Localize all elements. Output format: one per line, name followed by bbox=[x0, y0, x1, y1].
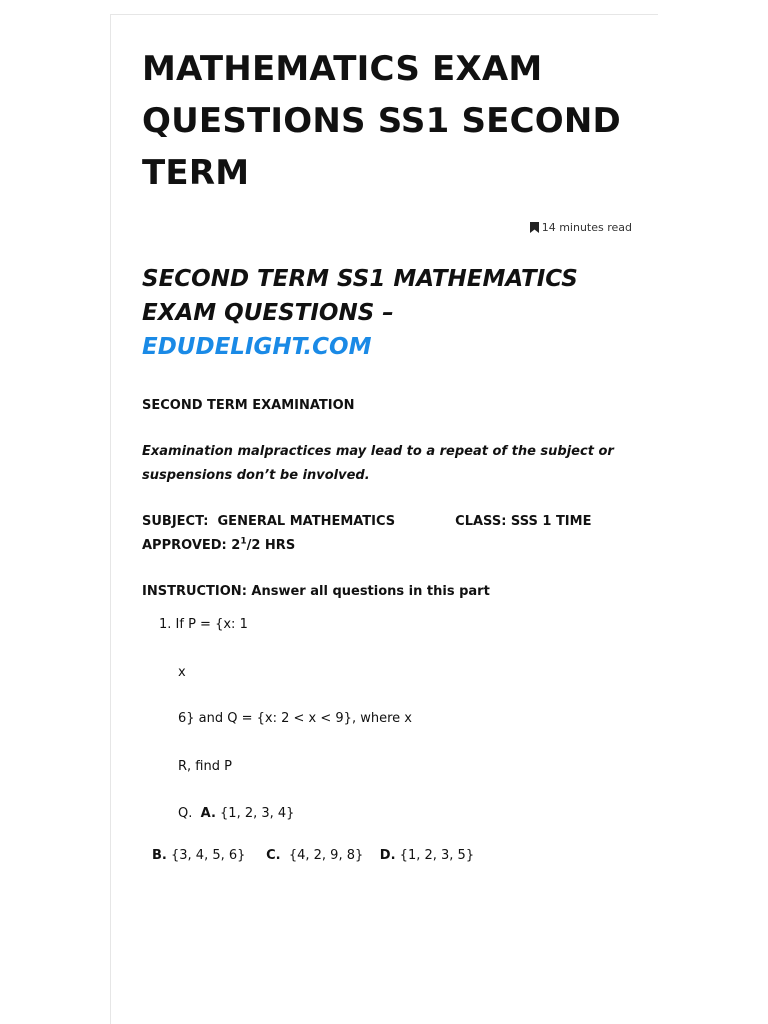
question-1-line-4: R, find P bbox=[178, 759, 232, 774]
option-c-label: C. bbox=[266, 848, 281, 863]
question-1-line-2: x bbox=[178, 665, 186, 680]
subject-value: GENERAL MATHEMATICS bbox=[217, 514, 396, 529]
article-subtitle bbox=[142, 262, 632, 364]
exam-heading: SECOND TERM EXAMINATION bbox=[142, 398, 355, 413]
page-title: MATHEMATICS EXAM QUESTIONS SS1 SECOND TERM bbox=[142, 49, 621, 193]
option-a-label: A. bbox=[200, 806, 216, 821]
option-b-value: {3, 4, 5, 6} bbox=[171, 848, 246, 863]
option-d-label: D. bbox=[379, 848, 396, 863]
site-link[interactable]: EDUDELIGHT.COM bbox=[142, 334, 372, 360]
class-label: CLASS: SSS 1 TIME bbox=[455, 514, 592, 529]
subject-line bbox=[142, 510, 632, 558]
option-d-value: {1, 2, 3, 5} bbox=[399, 848, 475, 863]
time-sup: 1 bbox=[240, 536, 247, 547]
time-label: APPROVED: 2 bbox=[142, 538, 241, 553]
option-a-value: {1, 2, 3, 4} bbox=[220, 806, 295, 821]
question-prefix: Q. bbox=[178, 806, 193, 821]
question-1-line-5 bbox=[178, 804, 294, 824]
option-b-label: B. bbox=[152, 848, 167, 863]
read-time bbox=[142, 221, 632, 234]
bookmark-icon bbox=[530, 222, 539, 233]
instruction: INSTRUCTION: Answer all questions in this part bbox=[142, 584, 490, 599]
question-1-line-1 bbox=[159, 615, 248, 635]
question-1-line-3: 6} and Q = {x: 2 < x < 9}, where x bbox=[178, 711, 412, 726]
question-1-options bbox=[152, 846, 474, 866]
exam-warning: Examination malpractices may lead to a repeat of the subject or suspensions don’t be involved. bbox=[142, 444, 614, 483]
time-rest: /2 HRS bbox=[246, 538, 296, 553]
article-card bbox=[110, 14, 658, 1024]
question-number: 1. bbox=[159, 617, 172, 632]
subtitle-text: SECOND TERM SS1 MATHEMATICS EXAM QUESTIONS – bbox=[142, 266, 578, 326]
subject-label: SUBJECT: bbox=[142, 514, 209, 529]
question-text: If P = {x: 1 bbox=[175, 617, 248, 632]
read-time-text: 14 minutes read bbox=[541, 221, 632, 234]
article-content bbox=[142, 43, 632, 604]
option-c-value: {4, 2, 9, 8} bbox=[288, 848, 364, 863]
